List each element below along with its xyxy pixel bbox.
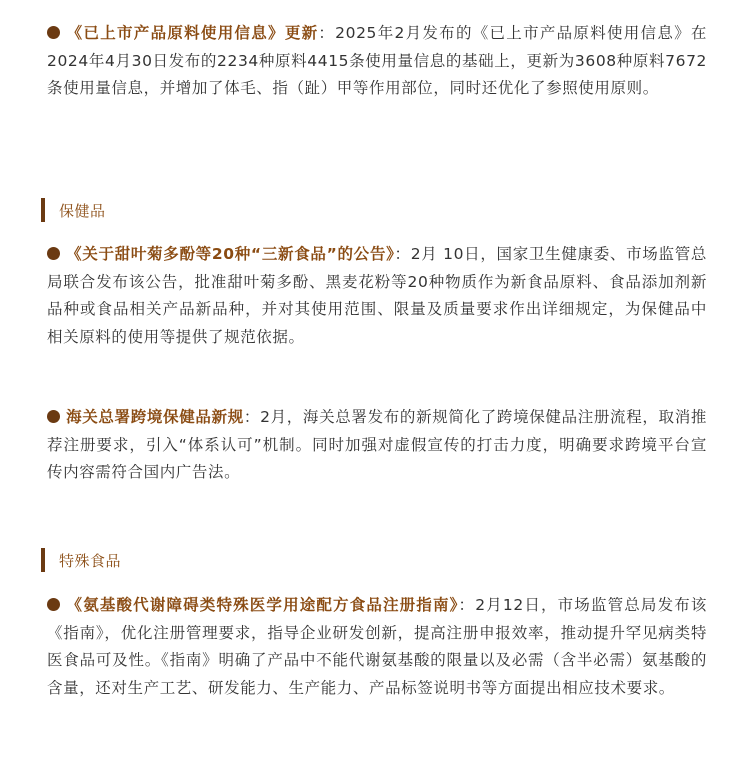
news-item-customs-rules: [47, 404, 707, 487]
section-header-health-products: [41, 198, 106, 222]
bullet-icon: [47, 598, 60, 611]
section-title: 特殊食品: [59, 551, 122, 570]
news-item-body: 2月12日，市场监管总局发布该《指南》，优化注册管理要求，指导企业研发创新，提高注册申报效率，推动提升罕见病类特医食品可及性。《指南》明确了产品中不能代谢氨基酸的限量以及必需（含半必需）氨基酸的含量，还对生产工艺、研发能力、生产能力、产品标签说明书等方面提出相应技术要求。: [47, 596, 707, 697]
section-header-special-foods: [41, 548, 121, 572]
news-item-body: 2025年2月发布的《已上市产品原料使用信息》在 2024年4月30日发布的2234种原料4415条使用量信息的基础上，更新为3608种原料7672条使用量信息，并增加了体毛、指（趾）甲等作用部位，同时还优化了参照使用原则。: [47, 24, 707, 97]
news-item-separator: ：: [243, 408, 261, 426]
news-item-separator: ：: [318, 24, 336, 42]
news-item-separator: ：: [394, 245, 411, 263]
news-item-raw-material-info: [47, 20, 707, 103]
section-bar: [41, 548, 45, 572]
news-item-separator: ：: [458, 596, 476, 614]
news-item-amino-acid-guide: [47, 592, 707, 702]
bullet-icon: [47, 410, 60, 423]
news-item-body: 2月，海关总署发布的新规简化了跨境保健品注册流程，取消推荐注册要求，引入“体系认可”机制。同时加强对虚假宣传的打击力度，明确要求跨境平台宣传内容需符合国内广告法。: [47, 408, 707, 481]
news-item-stevia-announcement: [47, 241, 707, 351]
bullet-icon: [47, 26, 60, 39]
news-item-title: 《关于甜叶菊多酚等20种“三新食品”的公告》: [66, 245, 395, 263]
section-bar: [41, 198, 45, 222]
news-item-body: 2月 10日，国家卫生健康委、市场监管总局联合发布该公告，批准甜叶菊多酚、黑麦花粉等20种物质作为新食品原料、食品添加剂新品种或食品相关产品新品种，并对其使用范围、限量及质量要求作出详细规定，为保健品中相关原料的使用等提供了规范依据。: [47, 245, 707, 346]
news-item-title: 《氨基酸代谢障碍类特殊医学用途配方食品注册指南》: [66, 596, 459, 614]
section-title: 保健品: [59, 201, 106, 220]
news-item-title: 海关总署跨境保健品新规: [66, 408, 244, 426]
bullet-icon: [47, 247, 60, 260]
news-item-title: 《已上市产品原料使用信息》更新: [66, 24, 319, 42]
